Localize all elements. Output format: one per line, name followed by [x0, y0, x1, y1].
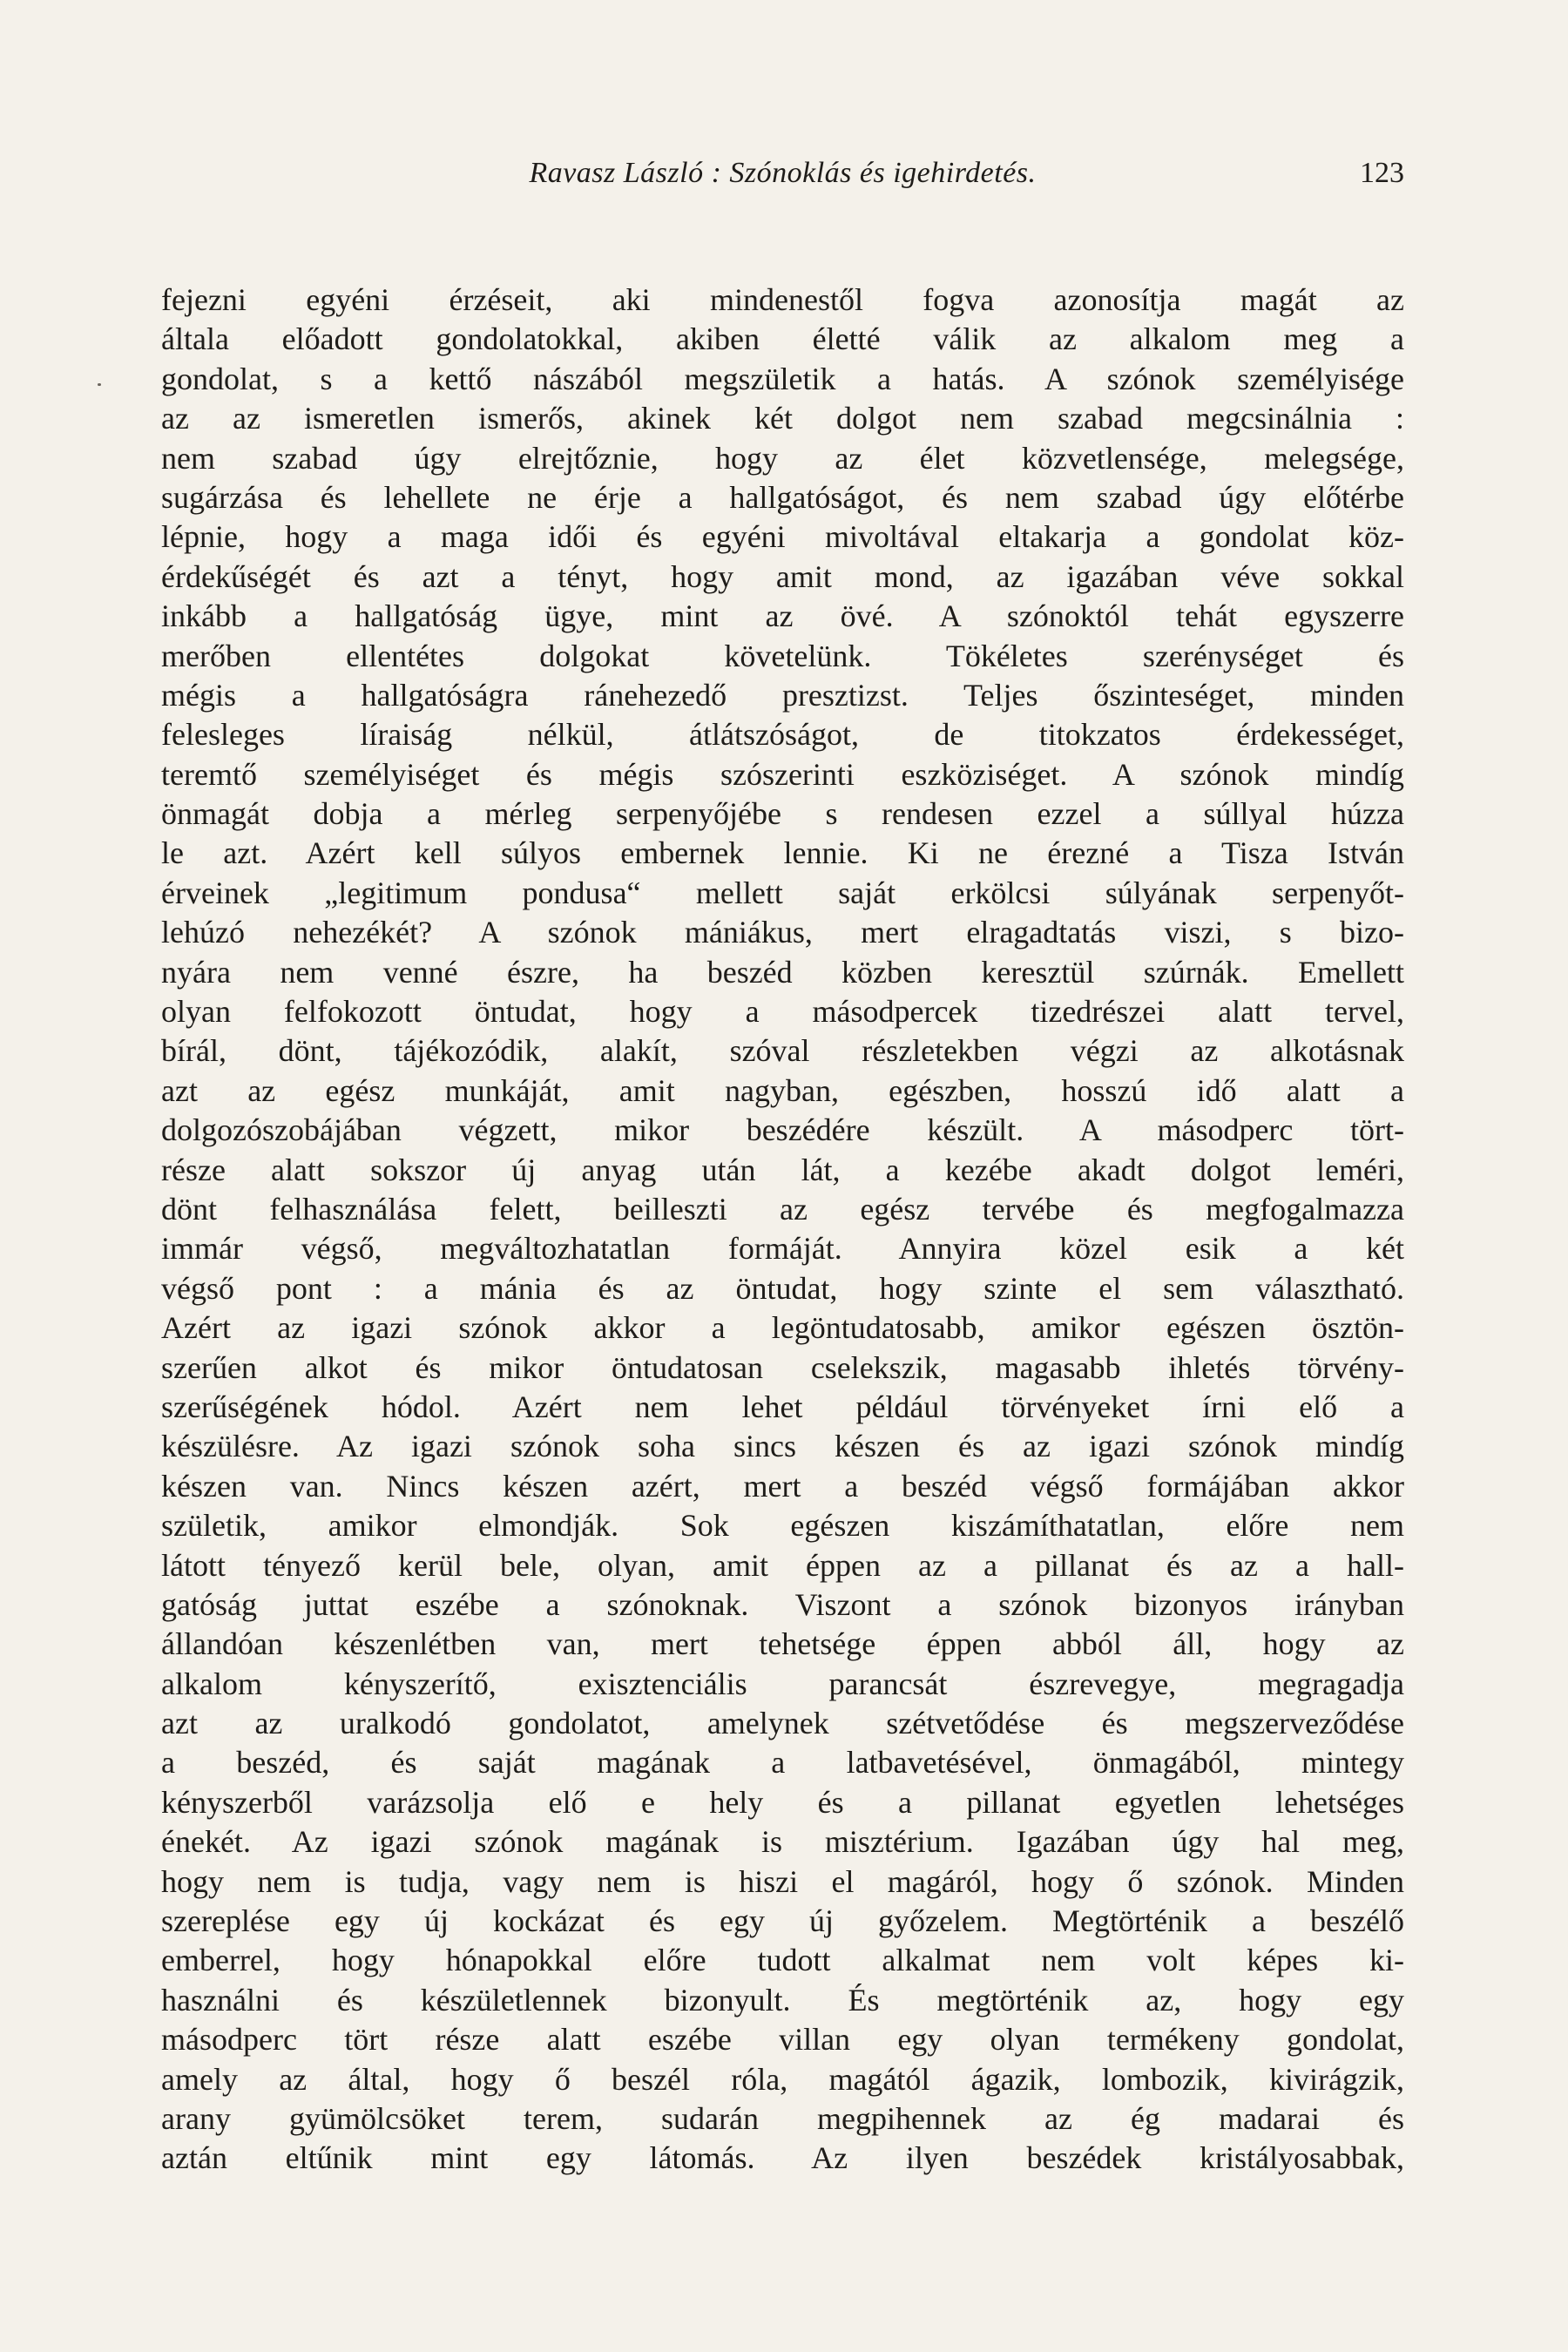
text-line: gatóság juttat eszébe a szónoknak. Viszont a szónok bizonyos irányban	[161, 1586, 1404, 1622]
text-line: másodperc tört része alatt eszébe villan egy olyan termékeny gondolat,	[161, 2022, 1404, 2058]
text-line: bírál, dönt, tájékozódik, alakít, szóval részletekben végzi az alkotásnak	[161, 1033, 1404, 1069]
text-line: lépnie, hogy a maga idői és egyéni mivoltával eltakarja a gondolat köz-	[161, 519, 1404, 555]
text-line: önmagát dobja a mérleg serpenyőjébe s rendesen ezzel a súllyal húzza	[161, 796, 1404, 832]
margin-mark	[98, 383, 101, 386]
text-line: érveinek „legitimum pondusa“ mellett saját erkölcsi súlyának serpenyőt-	[161, 875, 1404, 910]
text-line: általa előadott gondolatokkal, akiben életté válik az alkalom meg a	[161, 321, 1404, 357]
running-head	[161, 157, 1404, 199]
text-line: készen van. Nincs készen azért, mert a beszéd végső formájában akkor	[161, 1468, 1404, 1504]
text-line: merőben ellentétes dolgokat követelünk. Tökéletes szerénységet és	[161, 638, 1404, 673]
text-line: gondolat, s a kettő nászából megszületik a hatás. A szónok személyisége	[161, 361, 1404, 396]
text-line: azt az egész munkáját, amit nagyban, egészben, hosszú idő alatt a	[161, 1072, 1404, 1108]
running-title: Ravasz László : Szónoklás és igehirdetés.	[529, 157, 1037, 189]
text-line: teremtő személyiséget és mégis szószerinti eszköziséget. A szónok mindíg	[161, 756, 1404, 792]
text-line: fejezni egyéni érzéseit, aki mindenestől fogva azonosítja magát az	[161, 282, 1404, 317]
text-line: felesleges líraiság nélkül, átlátszóságot, de titokzatos érdekességet,	[161, 717, 1404, 753]
text-line: érdekűségét és azt a tényt, hogy amit mond, az igazában véve sokkal	[161, 558, 1404, 594]
text-line: Azért az igazi szónok akkor a legöntudatosabb, amikor egészen ösztön-	[161, 1310, 1404, 1346]
text-line: mégis a hallgatóságra ránehezedő presztizst. Teljes őszinteséget, minden	[161, 677, 1404, 713]
text-line: végső pont : a mánia és az öntudat, hogy szinte el sem választható.	[161, 1270, 1404, 1306]
text-line: kényszerből varázsolja elő e hely és a pillanat egyetlen lehetséges	[161, 1784, 1404, 1820]
text-line: aztán eltűnik mint egy látomás. Az ilyen beszédek kristályosabbak,	[161, 2140, 1404, 2176]
page-number: 123	[1360, 157, 1404, 189]
text-line: állandóan készenlétben van, mert tehetsége éppen abból áll, hogy az	[161, 1626, 1404, 1662]
text-line: le azt. Azért kell súlyos embernek lennie. Ki ne érezné a Tisza István	[161, 835, 1404, 871]
text-line: immár végső, megváltozhatatlan formáját. Annyira közel esik a két	[161, 1231, 1404, 1267]
text-line: születik, amikor elmondják. Sok egészen kiszámíthatatlan, előre nem	[161, 1508, 1404, 1544]
text-line: az az ismeretlen ismerős, akinek két dolgot nem szabad megcsinálnia :	[161, 401, 1404, 436]
text-line: sugárzása és lehellete ne érje a hallgatóságot, és nem szabad úgy előtérbe	[161, 479, 1404, 515]
text-line: emberrel, hogy hónapokkal előre tudott alkalmat nem volt képes ki-	[161, 1943, 1404, 1978]
text-line: látott tényező kerül bele, olyan, amit éppen az a pillanat és az a hall-	[161, 1547, 1404, 1583]
body-text	[161, 280, 1404, 2179]
text-line: amely az által, hogy ő beszél róla, magától ágazik, lombozik, kivirágzik,	[161, 2061, 1404, 2097]
text-line: szerűségének hódol. Azért nem lehet például törvényeket írni elő a	[161, 1389, 1404, 1424]
text-line: azt az uralkodó gondolatot, amelynek szétvetődése és megszerveződése	[161, 1706, 1404, 1741]
text-line: a beszéd, és saját magának a latbavetésével, önmagából, mintegy	[161, 1745, 1404, 1781]
text-line: dolgozószobájában végzett, mikor beszédére készült. A másodperc tört-	[161, 1112, 1404, 1148]
text-line: olyan felfokozott öntudat, hogy a másodpercek tizedrészei alatt tervel,	[161, 994, 1404, 1030]
text-line: készülésre. Az igazi szónok soha sincs készen és az igazi szónok mindíg	[161, 1429, 1404, 1464]
text-line: hogy nem is tudja, vagy nem is hiszi el magáról, hogy ő szónok. Minden	[161, 1863, 1404, 1899]
text-line: alkalom kényszerítő, exisztenciális parancsát észrevegye, megragadja	[161, 1666, 1404, 1701]
text-line: része alatt sokszor új anyag után lát, a kezébe akadt dolgot leméri,	[161, 1152, 1404, 1187]
text-line: nyára nem venné észre, ha beszéd közben keresztül szúrnák. Emellett	[161, 954, 1404, 990]
text-line: dönt felhasználása felett, beilleszti az egész tervébe és megfogalmazza	[161, 1191, 1404, 1227]
text-line: szerűen alkot és mikor öntudatosan cselekszik, magasabb ihletés törvény-	[161, 1349, 1404, 1385]
text-line: szereplése egy új kockázat és egy új győzelem. Megtörténik a beszélő	[161, 1903, 1404, 1939]
text-line: nem szabad úgy elrejtőznie, hogy az élet közvetlensége, melegsége,	[161, 440, 1404, 476]
text-line: arany gyümölcsöket terem, sudarán megpihennek az ég madarai és	[161, 2100, 1404, 2136]
text-line: inkább a hallgatóság ügye, mint az övé. A szónoktól tehát egyszerre	[161, 598, 1404, 634]
text-line: lehúzó nehezékét? A szónok mániákus, mert elragadtatás viszi, s bizo-	[161, 915, 1404, 950]
text-line: énekét. Az igazi szónok magának is misztérium. Igazában úgy hal meg,	[161, 1824, 1404, 1860]
text-line: használni és készületlennek bizonyult. És megtörténik az, hogy egy	[161, 1982, 1404, 2017]
